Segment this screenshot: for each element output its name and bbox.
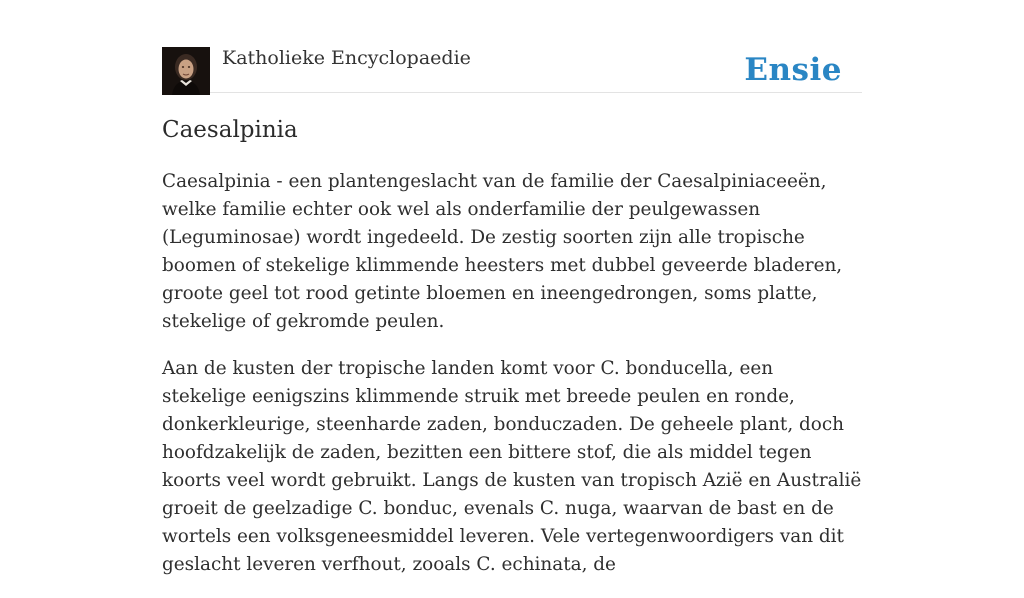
article-paragraph: Aan de kusten der tropische landen komt voor C. bonducella, een stekelige eenigszins klimmende struik met breede peulen en ronde, donkerkleurige, steenharde zaden, bonduczaden. De geheele plant, doch hoofdzakelijk de zaden, bezitten een bittere stof, die als middel tegen koorts veel wordt gebruikt. Langs de kusten van tropisch Azië en Australië groeit de geelzadige C. bonduc, evenals C. nuga, waarvan de bast en de wortels een volksgeneesmiddel leveren. Vele vertegenwoordigers van dit geslacht leveren verfhout, zooals C. echinata, de — [162, 358, 862, 575]
site-header — [162, 46, 862, 93]
article-title: Caesalpinia — [162, 117, 298, 143]
portrait-avatar-icon[interactable] — [162, 47, 210, 95]
brand-logo[interactable]: Ensie — [744, 52, 842, 88]
article-paragraph: Caesalpinia - een plantengeslacht van de familie der Caesalpiniaceeën, welke familie echter ook wel als onderfamilie der peulgewassen (Leguminosae) wordt ingedeeld. De zestig soorten zijn alle tropische boomen of stekelige klimmende heesters met dubbel geveerde bladeren, groote geel tot rood getinte bloemen en ineengedrongen, soms platte, stekelige of gekromde peulen. — [162, 171, 843, 332]
article-body — [162, 168, 862, 598]
source-title[interactable]: Katholieke Encyclopaedie — [222, 47, 471, 69]
